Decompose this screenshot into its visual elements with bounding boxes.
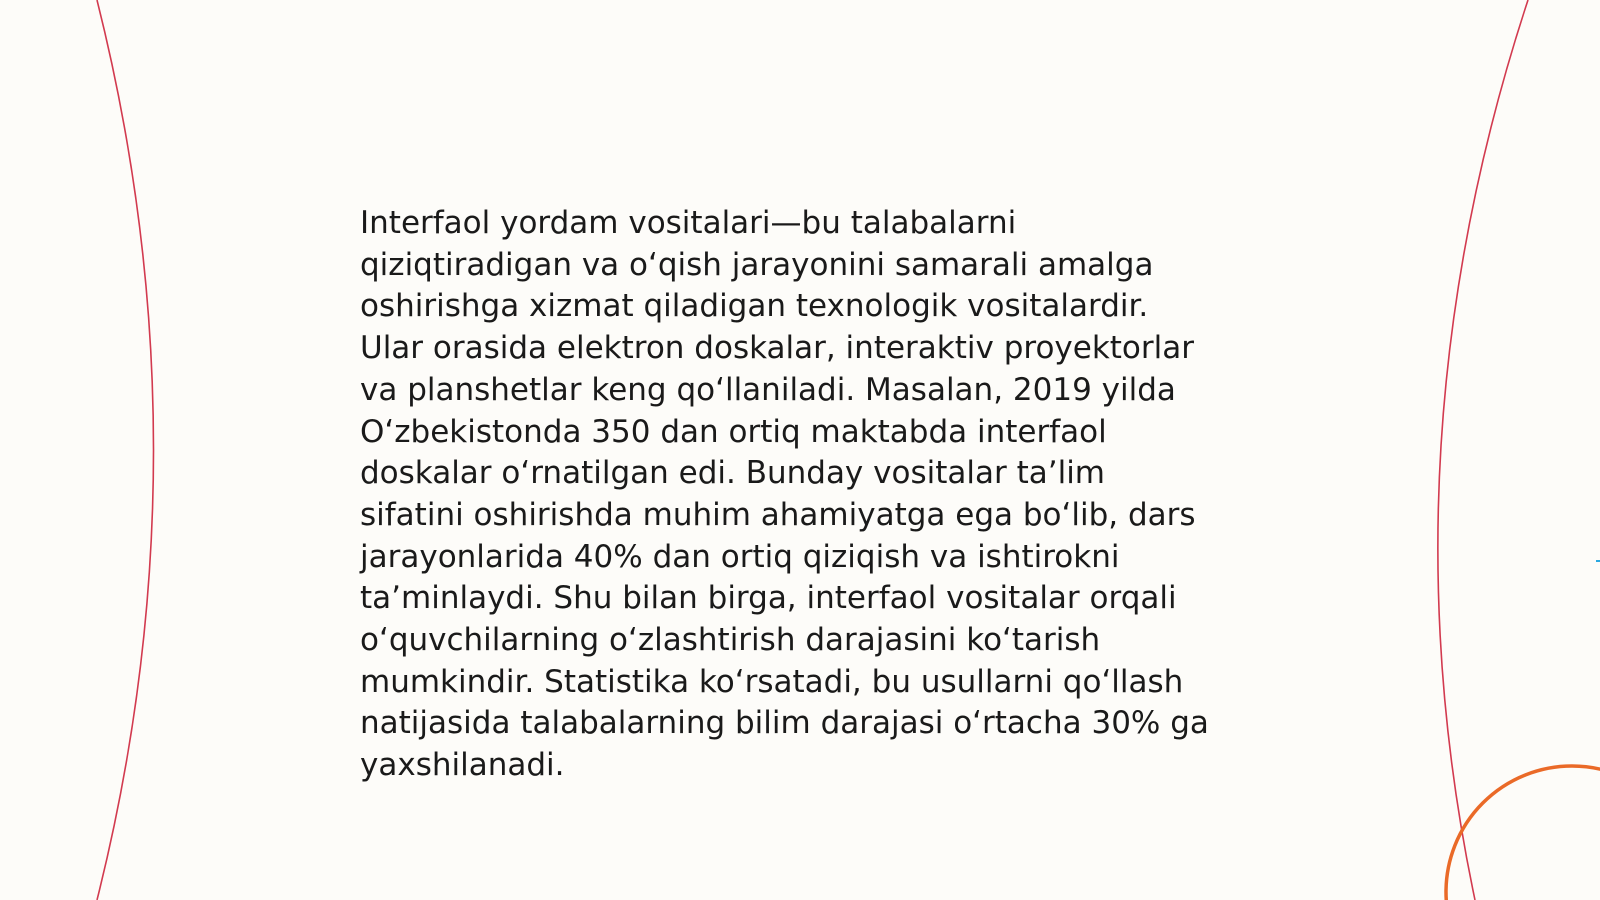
slide-body-text: Interfaol yordam vositalari—bu talabalarni qiziqtiradigan va o‘qish jarayonini samarali amalga oshirishga xizmat qiladigan texnologik vositalardir. Ular orasida elektron doskalar, interaktiv proyektorlar va planshetlar keng qo‘llaniladi. Masalan, 2019 yilda O‘zbekistonda 350 dan ortiq maktabda interfaol doskalar o‘rnatilgan edi. Bunday vositalar ta’lim sifatini oshirishda muhim ahamiyatga ega bo‘lib, dars jarayonlarida 40% dan ortiq qiziqish va ishtirokni ta’minlaydi. Shu bilan birga, interfaol vositalar orqali o‘quvchilarning o‘zlashtirish darajasini ko‘tarish mumkindir. Statistika ko‘rsatadi, bu usullarni qo‘llash natijasida talabalarning bilim darajasi o‘rtacha 30% ga yaxshilanadi. (360, 205, 1209, 784)
left-curved-line (97, 0, 154, 900)
orange-circle-outline (1446, 766, 1600, 900)
right-curved-line (1438, 0, 1528, 900)
